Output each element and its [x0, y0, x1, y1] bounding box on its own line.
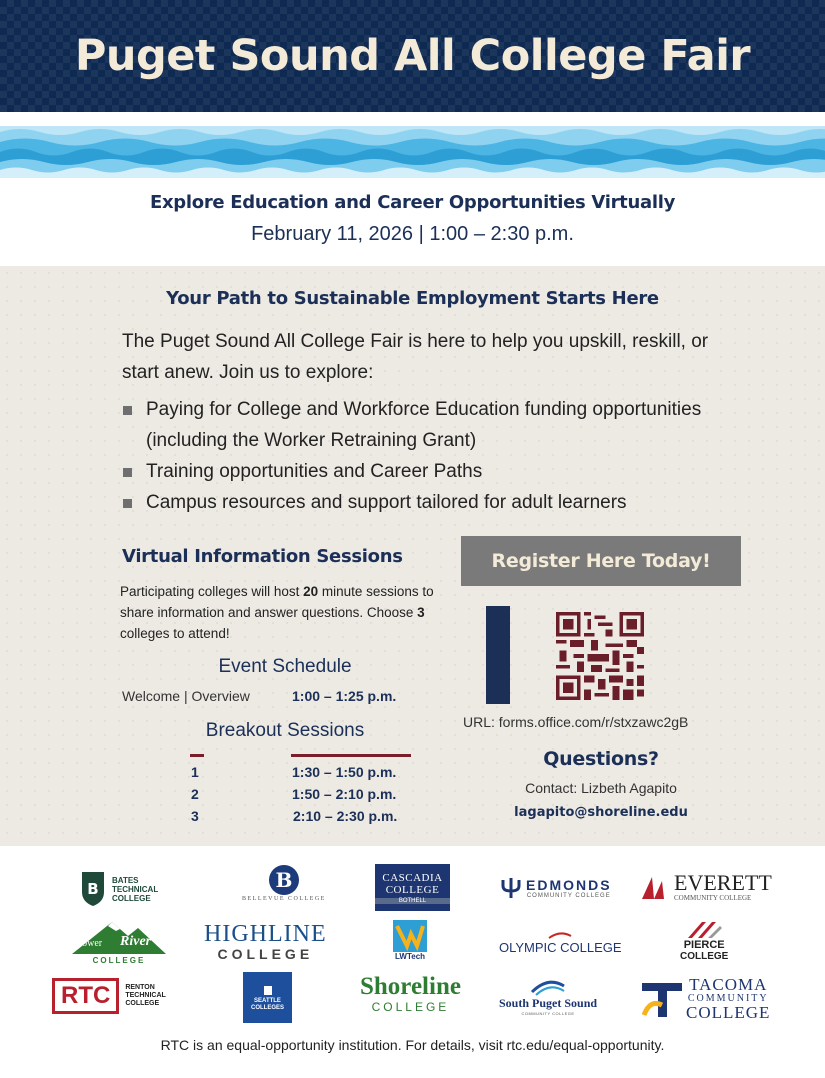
bellevue-b-icon — [268, 864, 300, 896]
logo-rtc: RTC RENTON TECHNICAL COLLEGE — [52, 978, 166, 1014]
list-item: Paying for College and Workforce Education funding opportunities (including the Worker Retraining Grant) — [122, 394, 762, 456]
welcome-label: Welcome | Overview — [122, 688, 250, 704]
building-icon — [262, 984, 274, 996]
subhead — [0, 192, 825, 246]
logo-lower-river: Lower River COLLEGE — [72, 918, 166, 965]
breakout-time: 2:10 – 2:30 p.m. — [293, 808, 398, 824]
list-item: Campus resources and support tailored for adult learners — [122, 487, 762, 518]
breakout-number: 1 — [191, 764, 199, 780]
page-title: Puget Sound All College Fair — [74, 31, 751, 81]
logo-shoreline: Shoreline COLLEGE — [360, 973, 461, 1014]
sessions-title: Virtual Information Sessions — [122, 546, 403, 567]
tagline: Explore Education and Career Opportunities Virtually — [150, 192, 675, 213]
contact-email[interactable]: lagapito@shoreline.edu — [514, 805, 688, 820]
logo-pierce: PIERCE COLLEGE — [680, 918, 728, 962]
list-item: Training opportunities and Career Paths — [122, 456, 762, 487]
wave-decoration — [0, 126, 825, 178]
accent-bar — [486, 606, 510, 704]
breakout-number: 2 — [191, 786, 199, 802]
contact-name: Contact: Lizbeth Agapito — [525, 780, 677, 796]
square-bullet-icon — [123, 499, 132, 508]
logo-edmonds: EDMONDS COMMUNITY COLLEGE — [500, 876, 612, 900]
square-bullet-icon — [123, 468, 132, 477]
schedule-title: Event Schedule — [218, 656, 352, 677]
footer-text: RTC is an equal-opportunity institution. For details, visit rtc.edu/equal-opportunity. — [160, 1037, 665, 1053]
college-logos — [0, 856, 825, 1028]
pierce-stripes-icon — [684, 918, 724, 940]
logo-seattle: SEATTLE COLLEGES — [243, 972, 292, 1023]
lwtech-icon — [393, 920, 427, 952]
event-date-time: February 11, 2026 | 1:00 – 2:30 p.m. — [251, 223, 574, 245]
breakout-time: 1:30 – 1:50 p.m. — [292, 764, 397, 780]
tacoma-t-icon — [640, 979, 684, 1019]
olympic-swoosh-icon — [547, 930, 573, 940]
logo-olympic: OLYMPIC COLLEGE — [499, 930, 622, 955]
breakout-time: 1:50 – 2:10 p.m. — [292, 786, 397, 802]
mountain-icon — [72, 918, 166, 956]
info-panel — [0, 266, 825, 846]
svg-text:B: B — [87, 880, 99, 898]
breakout-title: Breakout Sessions — [205, 720, 365, 741]
register-url[interactable]: URL: forms.office.com/r/stxzawc2gB — [463, 714, 689, 730]
trident-icon — [500, 876, 522, 900]
logo-lwtech: LWTech — [393, 920, 427, 961]
questions-title: Questions? — [543, 748, 659, 770]
logo-bellevue: B BELLEVUE COLLEGE — [242, 864, 326, 902]
logo-bates: B BATES TECHNICAL COLLEGE — [80, 870, 158, 908]
square-bullet-icon — [123, 406, 132, 415]
bullet-list — [122, 394, 762, 518]
svg-text:B: B — [275, 868, 293, 892]
welcome-time: 1:00 – 1:25 p.m. — [292, 688, 397, 704]
breakout-number: 3 — [191, 808, 199, 824]
logo-tacoma: TACOMA COMMUNITY COLLEGE — [640, 976, 770, 1021]
logo-highline: HIGHLINE COLLEGE — [204, 921, 327, 962]
sessions-description: Participating colleges will host 20 minute sessions to share information and answer questions. Choose 3 colleges to attend! — [120, 584, 434, 641]
divider — [291, 754, 411, 757]
shield-icon — [80, 870, 106, 908]
wave-swoosh-icon — [530, 976, 566, 996]
logo-south-puget-sound: South Puget Sound COMMUNITY COLLEGE — [499, 976, 597, 1016]
panel-heading: Your Path to Sustainable Employment Starts Here — [166, 288, 659, 309]
intro-text: The Puget Sound All College Fair is here to help you upskill, reskill, or start anew. Join us to explore: — [122, 331, 709, 383]
qr-code-icon[interactable] — [556, 612, 644, 700]
everett-peaks-icon — [640, 873, 672, 901]
register-button[interactable]: Register Here Today! — [461, 536, 741, 586]
logo-cascadia: CASCADIA COLLEGE BOTHELL — [375, 864, 450, 911]
divider — [190, 754, 204, 757]
header-banner — [0, 0, 825, 112]
logo-everett: EVERETT COMMUNITY COLLEGE — [640, 872, 772, 902]
